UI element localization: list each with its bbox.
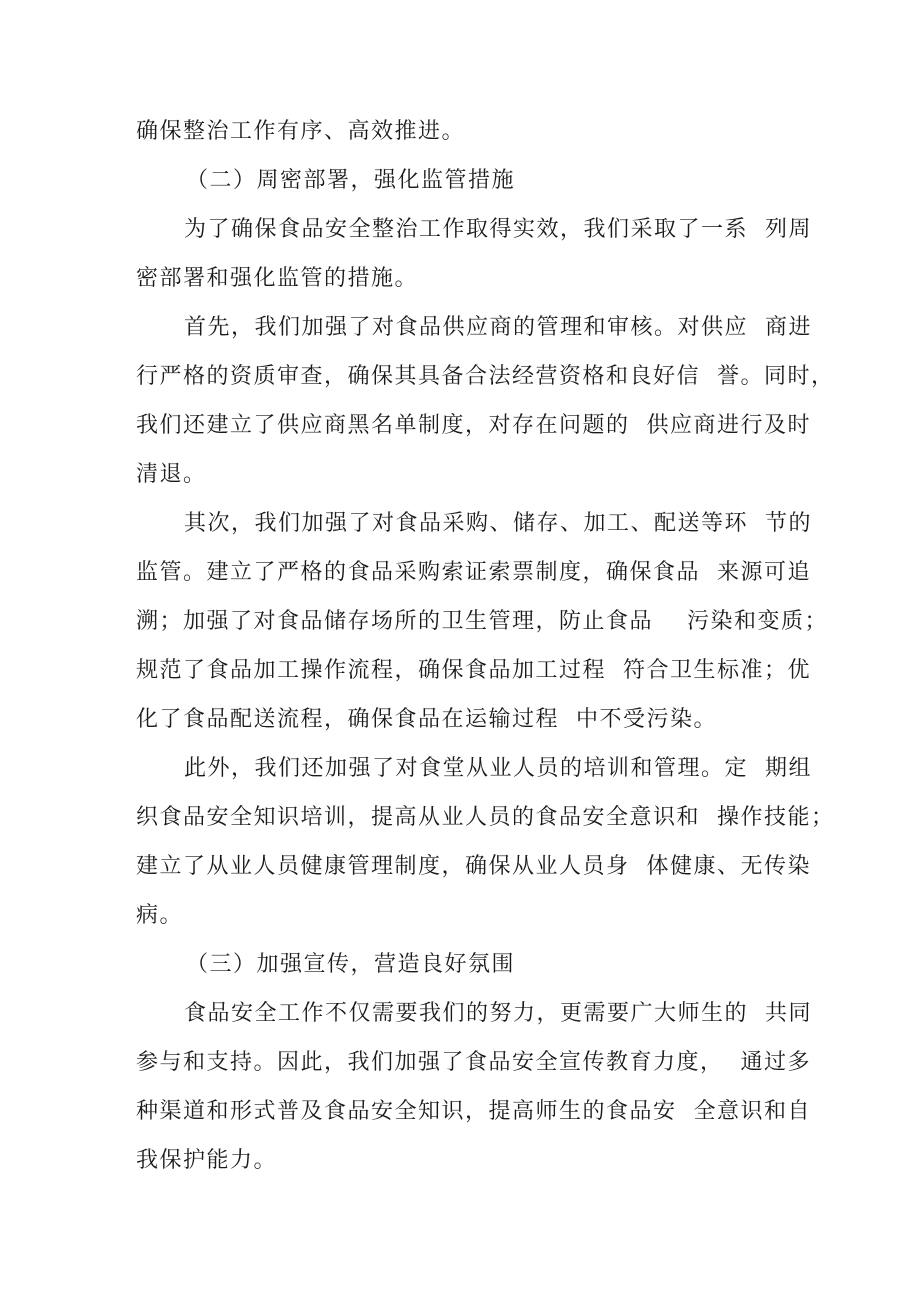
section-heading: （二）周密部署，强化监管措施 xyxy=(186,168,516,193)
text-line: 首先，我们加强了对食品供应商的管理和审核。对供应 商进 xyxy=(184,315,812,340)
text-line: 我保护能力。 xyxy=(136,1148,278,1173)
text-line: 清退。 xyxy=(136,462,207,487)
text-line: 种渠道和形式普及食品安全知识，提高师生的食品安 全意识和自 xyxy=(136,1099,811,1124)
text-line: 行严格的资质审查，确保其具备合法经营资格和良好信 誉。同时， xyxy=(136,364,835,389)
text-line: 溯；加强了对食品储存场所的卫生管理，防止食品 污染和变质； xyxy=(136,609,828,634)
section-heading: （三）加强宣传，营造良好氛围 xyxy=(186,952,516,977)
text-line: 织食品安全知识培训，提高从业人员的食品安全意识和 操作技能； xyxy=(136,805,835,830)
text-line: 食品安全工作不仅需要我们的努力，更需要广大师生的 共同 xyxy=(184,1001,812,1026)
text-line: 病。 xyxy=(136,903,184,928)
text-line: 此外，我们还加强了对食堂从业人员的培训和管理。定 期组 xyxy=(184,756,812,781)
text-line: 其次，我们加强了对食品采购、储存、加工、配送等环 节的 xyxy=(184,511,812,536)
text-line: 规范了食品加工操作流程，确保食品加工过程 符合卫生标准；优 xyxy=(136,658,811,683)
text-line: 密部署和强化监管的措施。 xyxy=(136,266,419,291)
text-line: 为了确保食品安全整治工作取得实效，我们采取了一系 列周 xyxy=(184,217,812,242)
text-line: 确保整治工作有序、高效推进。 xyxy=(136,119,466,144)
text-line: 参与和支持。因此，我们加强了食品安全宣传教育力度， 通过多 xyxy=(136,1050,811,1075)
text-line: 建立了从业人员健康管理制度，确保从业人员身 体健康、无传染 xyxy=(136,854,811,879)
text-line: 监管。建立了严格的食品采购索证索票制度，确保食品 来源可追 xyxy=(136,560,811,585)
text-line: 我们还建立了供应商黑名单制度，对存在问题的 供应商进行及时 xyxy=(136,413,811,438)
text-line: 化了食品配送流程，确保食品在运输过程 中不受污染。 xyxy=(136,707,717,732)
